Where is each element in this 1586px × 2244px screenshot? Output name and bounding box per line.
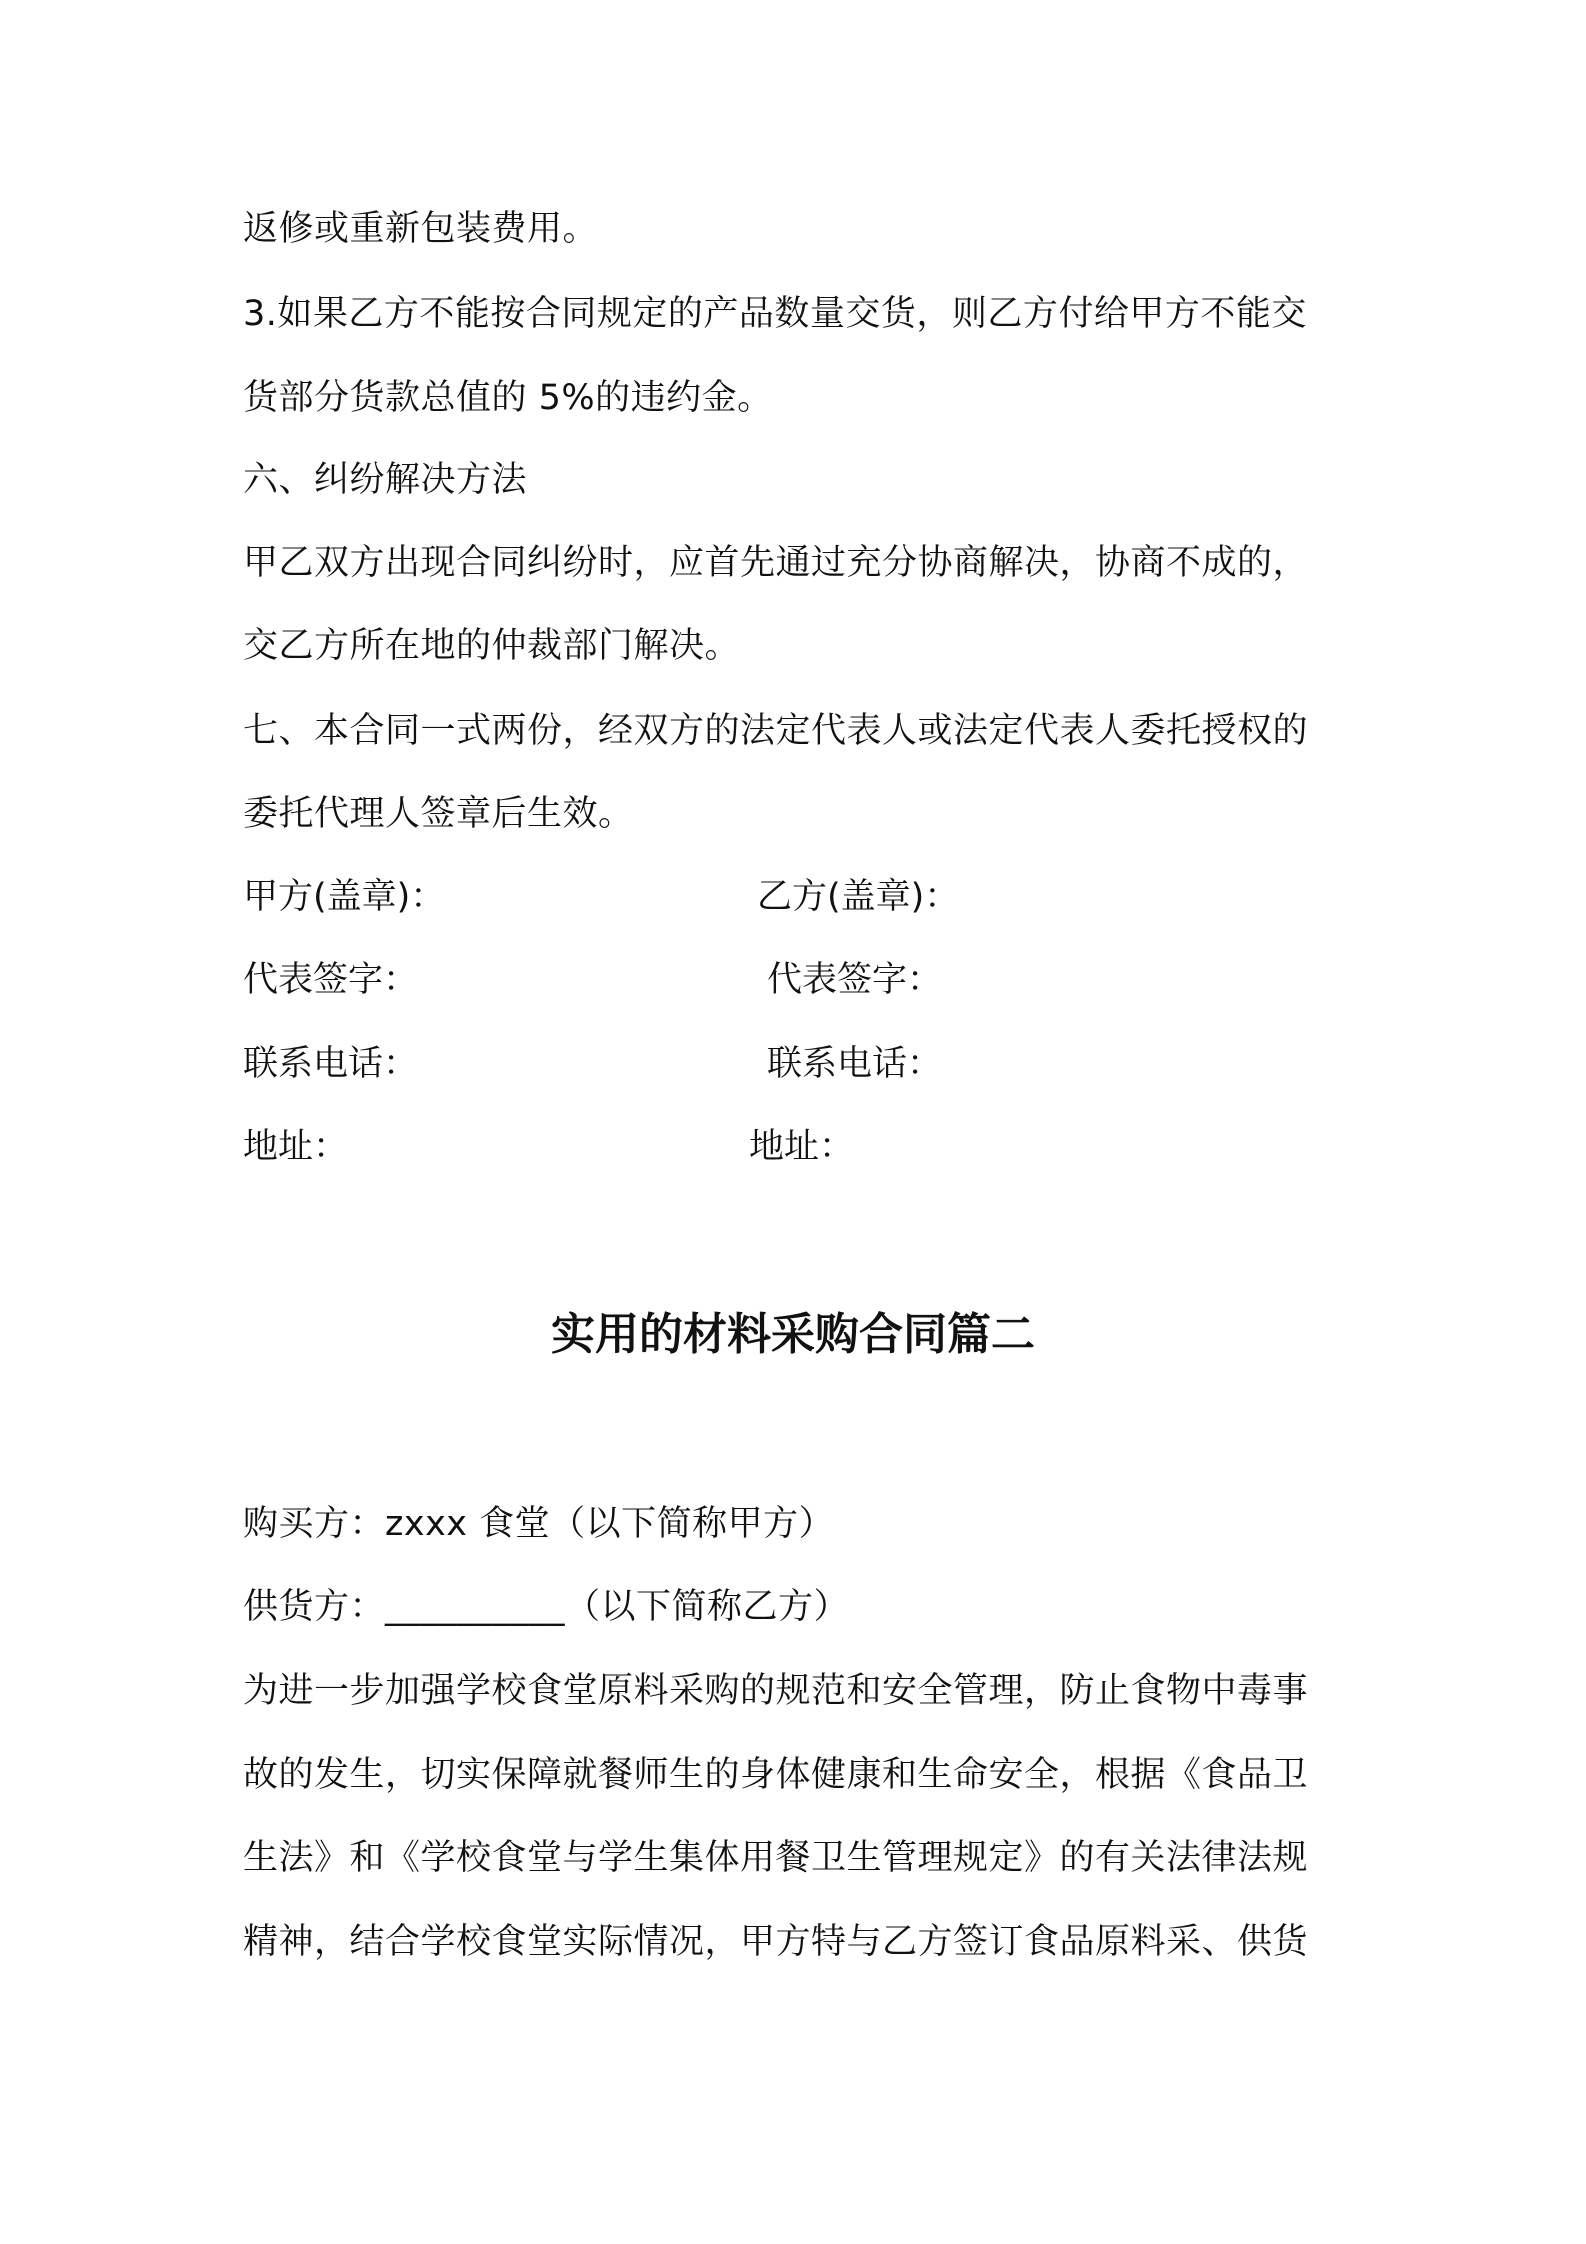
- paragraph-line: 委托代理人签章后生效。: [243, 794, 634, 834]
- paragraph-line: 3.如果乙方不能按合同规定的产品数量交货，则乙方付给甲方不能交: [243, 294, 1307, 334]
- paragraph-line: 七、本合同一式两份，经双方的法定代表人或法定代表人委托授权的: [243, 711, 1309, 751]
- party-b-address-label: 地址：: [749, 1127, 855, 1167]
- party-b-phone-label: 联系电话：: [767, 1044, 943, 1084]
- paragraph-line: 货部分货款总值的 5%的违约金。: [243, 378, 773, 418]
- paragraph-line: 故的发生，切实保障就餐师生的身体健康和生命安全，根据《食品卫: [243, 1755, 1309, 1795]
- paragraph-line: 交乙方所在地的仲裁部门解决。: [243, 626, 741, 666]
- section-heading: 六、纠纷解决方法: [243, 460, 528, 500]
- paragraph-line: 生法》和《学校食堂与学生集体用餐卫生管理规定》的有关法律法规: [243, 1838, 1309, 1878]
- party-b-seal-label: 乙方(盖章)：: [757, 877, 960, 917]
- party-a-rep-label: 代表签字：: [243, 960, 419, 1000]
- section-title: 实用的材料采购合同篇二: [551, 1309, 1035, 1360]
- paragraph-line: 精神，结合学校食堂实际情况，甲方特与乙方签订食品原料采、供货: [243, 1922, 1309, 1962]
- party-a-address-label: 地址：: [243, 1127, 349, 1167]
- paragraph-line: 甲乙双方出现合同纠纷时，应首先通过充分协商解决，协商不成的，: [243, 543, 1309, 583]
- paragraph-line: 为进一步加强学校食堂原料采购的规范和安全管理，防止食物中毒事: [243, 1671, 1309, 1711]
- supplier-line: 供货方：__________（以下简称乙方）: [243, 1587, 850, 1627]
- paragraph-line: 返修或重新包装费用。: [243, 209, 599, 249]
- party-a-phone-label: 联系电话：: [243, 1044, 419, 1084]
- party-b-rep-label: 代表签字：: [767, 960, 943, 1000]
- buyer-line: 购买方：zxxx 食堂（以下简称甲方）: [243, 1504, 835, 1544]
- party-a-seal-label: 甲方(盖章)：: [243, 877, 446, 917]
